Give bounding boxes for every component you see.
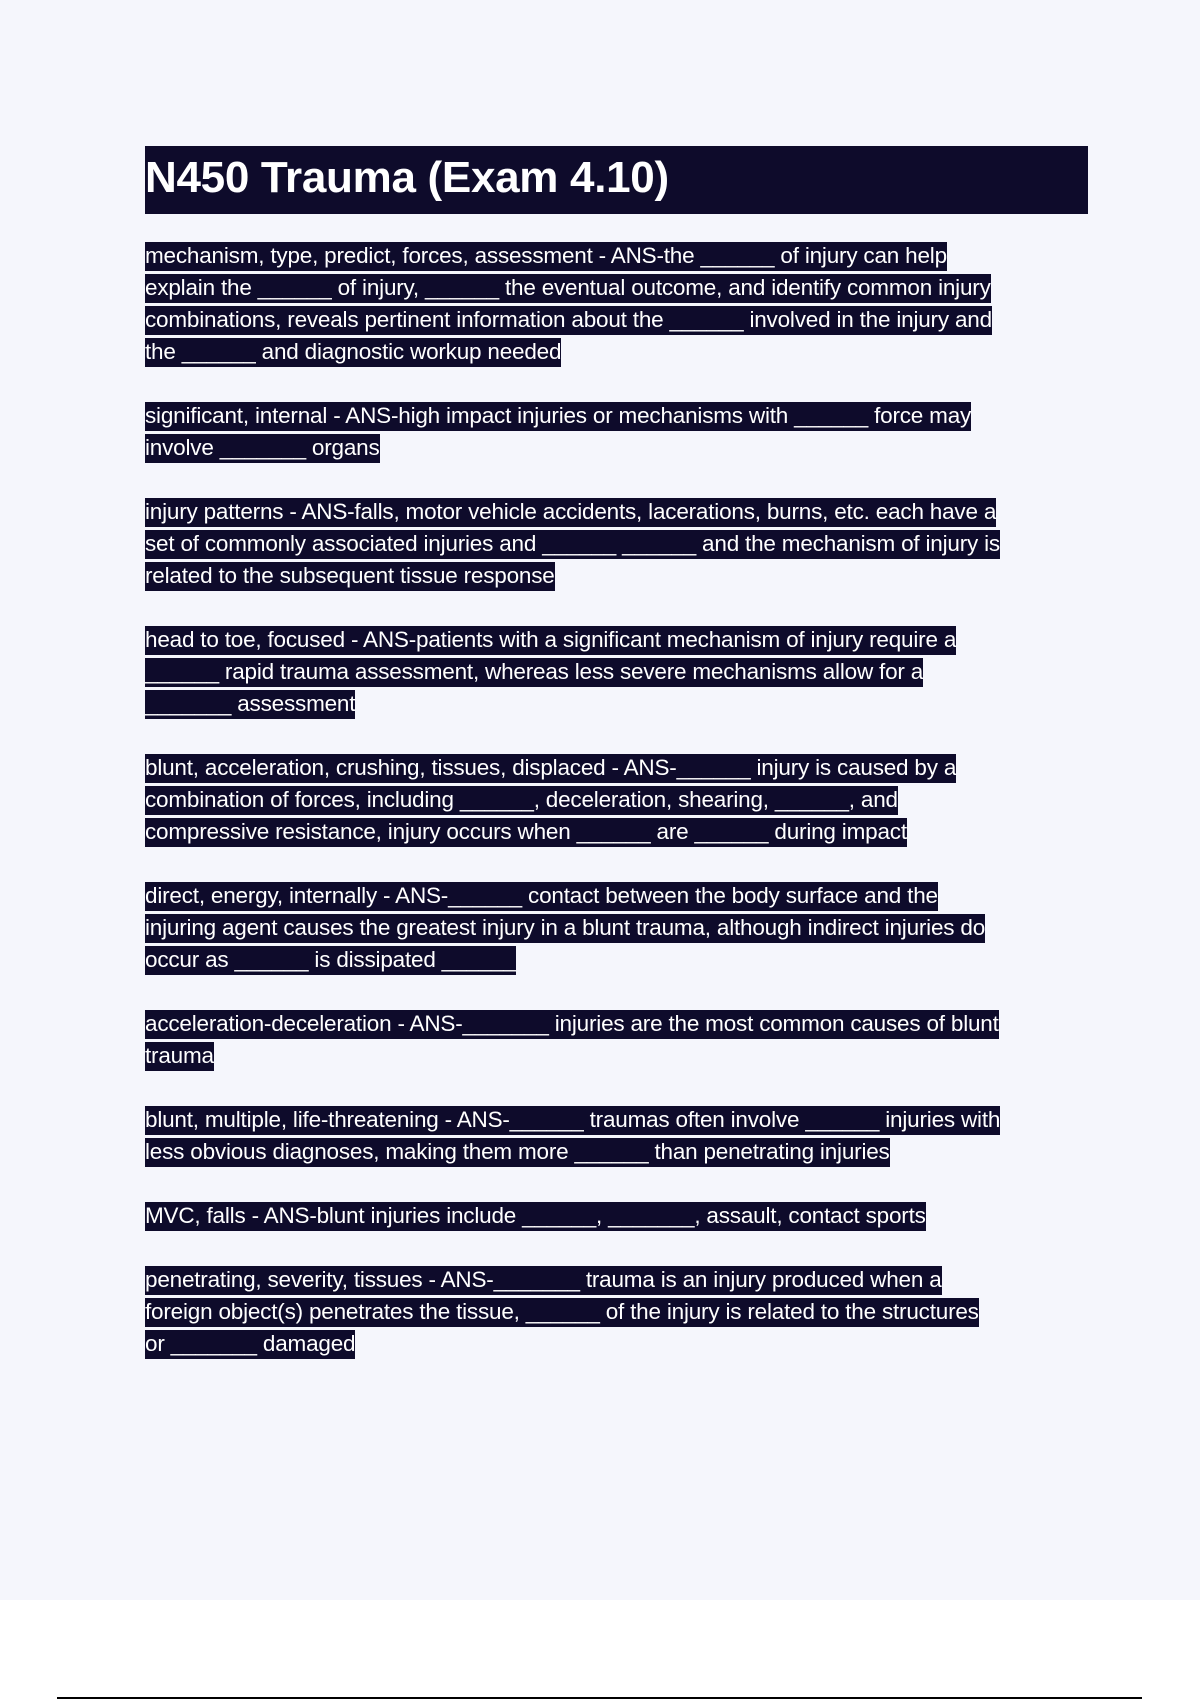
flashcard-line: related to the subsequent tissue response — [145, 562, 555, 591]
flashcard — [145, 752, 1095, 848]
flashcard-line: mechanism, type, predict, forces, assessment - ANS-the ______ of injury can help — [145, 242, 947, 271]
flashcard-line: acceleration-deceleration - ANS-_______ injuries are the most common causes of blunt — [145, 1010, 999, 1039]
flashcard — [145, 1200, 1095, 1232]
flashcard-line: penetrating, severity, tissues - ANS-_______ trauma is an injury produced when a — [145, 1266, 942, 1295]
flashcard-list — [145, 240, 1095, 1392]
flashcard-line: significant, internal - ANS-high impact injuries or mechanisms with ______ force may — [145, 402, 971, 431]
flashcard — [145, 1264, 1095, 1360]
flashcard-line: involve _______ organs — [145, 434, 380, 463]
flashcard-line: direct, energy, internally - ANS-______ contact between the body surface and the — [145, 882, 938, 911]
flashcard-line: injury patterns - ANS-falls, motor vehicle accidents, lacerations, burns, etc. each have a — [145, 498, 996, 527]
flashcard-line: blunt, multiple, life-threatening - ANS-______ traumas often involve ______ injuries with — [145, 1106, 1000, 1135]
flashcard-line: combinations, reveals pertinent information about the ______ involved in the injury and — [145, 306, 992, 335]
flashcard — [145, 240, 1095, 368]
flashcard-line: MVC, falls - ANS-blunt injuries include ______, _______, assault, contact sports — [145, 1202, 926, 1231]
flashcard — [145, 880, 1095, 976]
flashcard — [145, 400, 1095, 464]
flashcard-line: set of commonly associated injuries and ______ ______ and the mechanism of injury is — [145, 530, 1000, 559]
flashcard-line: foreign object(s) penetrates the tissue, ______ of the injury is related to the structures — [145, 1298, 979, 1327]
page-divider — [57, 1697, 1142, 1699]
flashcard — [145, 496, 1095, 592]
flashcard-line: injuring agent causes the greatest injury in a blunt trauma, although indirect injuries do — [145, 914, 985, 943]
flashcard-line: _______ assessment — [145, 690, 355, 719]
flashcard-line: occur as ______ is dissipated ______ — [145, 946, 516, 975]
flashcard-line: or _______ damaged — [145, 1330, 355, 1359]
flashcard-line: the ______ and diagnostic workup needed — [145, 338, 561, 367]
flashcard-line: less obvious diagnoses, making them more ______ than penetrating injuries — [145, 1138, 890, 1167]
flashcard — [145, 1008, 1095, 1072]
flashcard-line: trauma — [145, 1042, 214, 1071]
title-banner — [145, 146, 1088, 214]
flashcard-line: ______ rapid trauma assessment, whereas less severe mechanisms allow for a — [145, 658, 923, 687]
page-title: N450 Trauma (Exam 4.10) — [145, 153, 669, 202]
flashcard — [145, 1104, 1095, 1168]
flashcard-line: compressive resistance, injury occurs when ______ are ______ during impact — [145, 818, 907, 847]
flashcard-line: blunt, acceleration, crushing, tissues, displaced - ANS-______ injury is caused by a — [145, 754, 956, 783]
flashcard-line: combination of forces, including ______, deceleration, shearing, ______, and — [145, 786, 898, 815]
flashcard-line: explain the ______ of injury, ______ the eventual outcome, and identify common injury — [145, 274, 991, 303]
flashcard-line: head to toe, focused - ANS-patients with a significant mechanism of injury require a — [145, 626, 956, 655]
flashcard — [145, 624, 1095, 720]
